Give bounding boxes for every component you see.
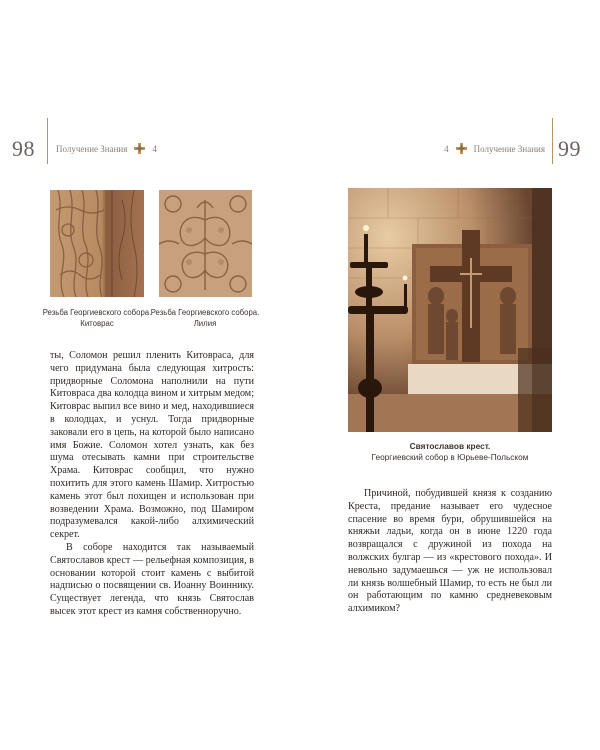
running-title-right: Получение Знания [473, 143, 545, 154]
paragraph: ты, Соломон решил пленить Китовраса, для чего придумана была следующая хитрость: придворные Соломона наполнили на пути Китовраса два колодца вином и хитрым медом; Китоврас выпил все вино и мед, находившиеся в колодцах, и уснул. Тогда придворные заковали его в цепь, на которой было написано имя Божие. Соломон хотел узнать, как без шума отесывать камни при строительстве Храма. Китоврас сообщил, что нужно похитить для этого камень Шамир. Хитростью камень этот был похищен и использован при возведении Храма. Возможно, под Шамиром подразумевался какой-либо алхимический секрет. [50, 350, 254, 541]
page-number-left: 98 [12, 136, 35, 161]
running-header-right [444, 143, 545, 154]
running-marker-right: 4 [444, 143, 449, 154]
running-marker-left: 4 [152, 143, 157, 154]
header-rule-left [47, 118, 48, 164]
running-header-left [56, 143, 157, 154]
caption-subtitle: Георгиевский собор в Юрьеве-Польском [371, 452, 529, 462]
caption-lily: Резьба Георгиевского собора. Лилия [150, 308, 260, 328]
paragraph: Причиной, побудившей князя к созданию Креста, предание называет его чудесное спасение во время бури, обрушившейся на княжьи ладьи, когда он в июне 1220 года возвращался с дружиной из похода на волжских булгар — из «крестового похода». И невольно задумаешься — уж не использовал ли князь волшебный Шамир, то есть не был ли он работающим по камню средневековым алхимиком? [348, 488, 552, 615]
caption-kitovras: Резьба Георгиевского собора. Китоврас [42, 308, 152, 328]
page-number-right: 99 [558, 136, 581, 161]
photo-lily [159, 190, 252, 297]
right-page-body [348, 488, 552, 616]
caption-svyatoslav-cross [348, 441, 552, 463]
left-page-body [50, 350, 254, 619]
photo-kitovras [50, 190, 144, 297]
running-title-left: Получение Знания [56, 143, 128, 154]
cross-ornament-icon [134, 143, 145, 154]
paragraph: В соборе находится так называемый Святославов крест — рельефная композиция, в основании которой стоит камень с выбитой надписью о посвящении св. Иоанну Воиннику. Существует легенда, что князь Святослав высек этот крест из камня собственноручно. [50, 541, 254, 617]
caption-title: Святославов крест. [409, 441, 491, 451]
photo-svyatoslav-cross [348, 188, 552, 432]
cross-ornament-icon [456, 143, 467, 154]
header-rule-right [552, 118, 553, 164]
